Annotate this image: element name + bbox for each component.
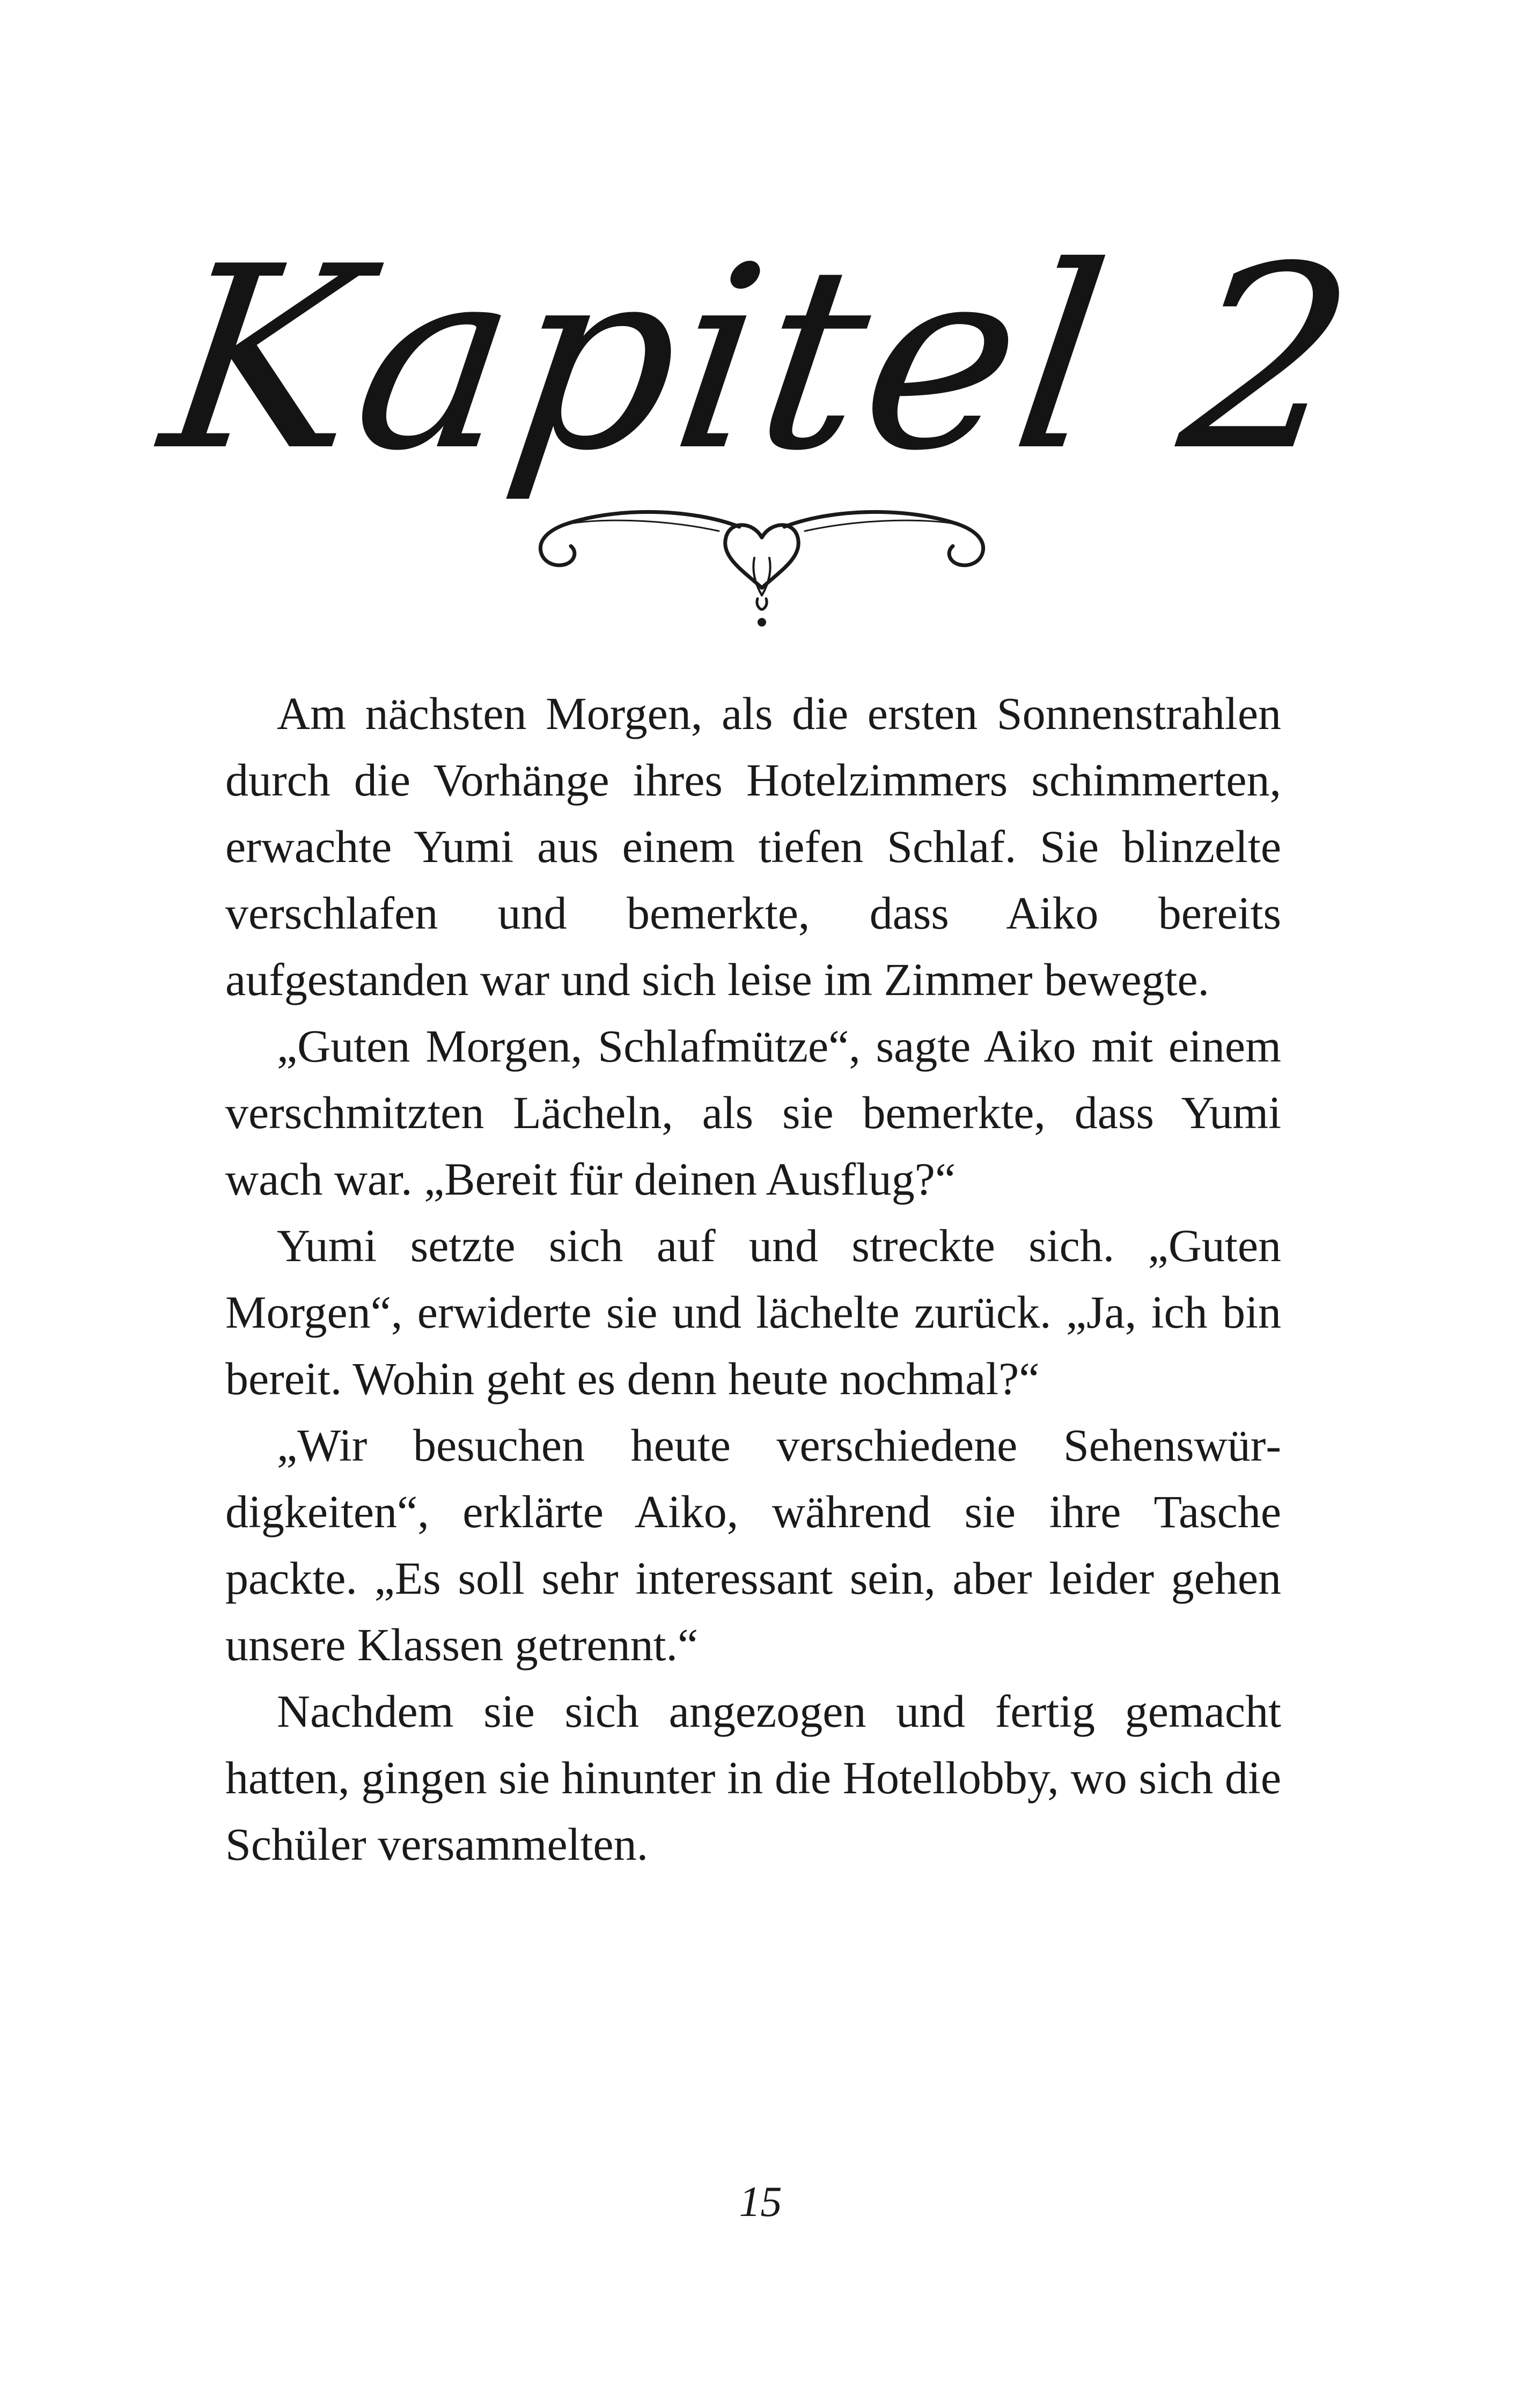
paragraph: Nachdem sie sich angezogen und fertig gemacht hatten, gingen sie hinunter in die Hotellobby, wo sich die Schüler versammelten. — [225, 1685, 1281, 1870]
chapter-body-text — [225, 680, 1281, 1877]
paragraph: Am nächsten Morgen, als die ersten Sonnenstrahlen durch die Vorhänge ihres Hotelzimmers schimmerten, erwachte Yumi aus einem tiefen Schlaf. Sie blinzelte verschlafen und bemerkte, dass Aiko bereits aufgestanden war und sich leise im Zimmer bewegte. — [225, 688, 1281, 1005]
paragraph: Yumi setzte sich auf und streckte sich. „Guten Morgen“, erwiderte sie und lächelte zurück. „Ja, ich bin bereit. Wohin geht es denn heute nochmal?“ — [225, 1220, 1281, 1404]
page-number: 15 — [739, 2178, 782, 2226]
paragraph: „Wir besuchen heute verschiedene Sehenswürdigkeiten“, erklärte Aiko, während sie ihre Tasche packte. „Es soll sehr interessant sein, aber leider gehen unsere Klassen getrennt.“ — [225, 1419, 1281, 1670]
paragraph: „Guten Morgen, Schlafmütze“, sagte Aiko mit einem verschmitzten Lächeln, als sie bemerkte, dass Yumi wach war. „Bereit für deinen Ausflug?“ — [225, 1020, 1281, 1205]
heart-flourish-icon — [515, 494, 1009, 628]
chapter-heading: Kapitel 2 — [149, 212, 1372, 506]
